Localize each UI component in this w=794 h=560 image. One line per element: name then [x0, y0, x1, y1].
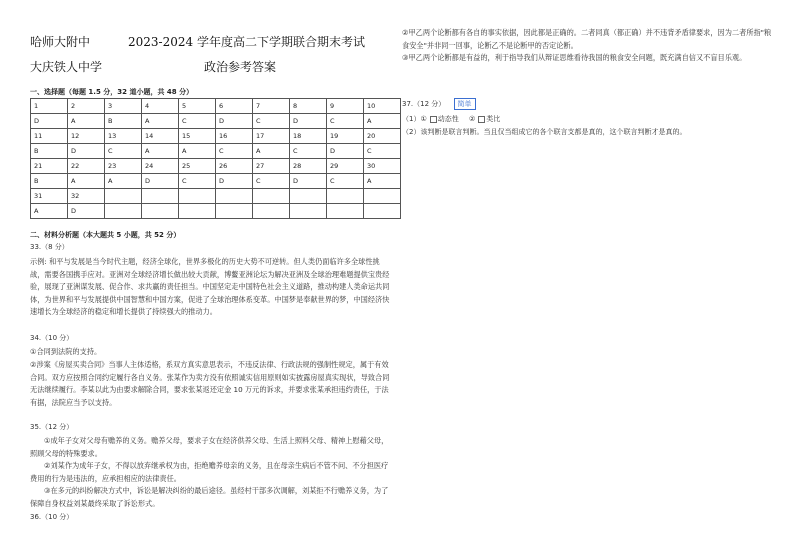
- answer-table-cell: D: [290, 174, 327, 189]
- answer-table-cell: [290, 204, 327, 219]
- answer-table-cell: [216, 204, 253, 219]
- q34-label: 34.（10 分）: [30, 334, 74, 342]
- answer-table-cell: D: [31, 114, 68, 129]
- answer-table-cell: 10: [364, 99, 401, 114]
- q37-l1-mid: ②: [468, 115, 476, 123]
- q37-label: 37.（12 分）: [402, 100, 446, 108]
- answer-table-cell: A: [364, 174, 401, 189]
- answer-table-cell: [290, 189, 327, 204]
- q35-point-2: ②刘某作为成年子女，不得以放弃继承权为由，拒绝赡养母亲的义务，且在母亲生病后不管不问、不分担医疗费用的行为是违法的，应承担相应的法律责任。: [30, 461, 389, 483]
- answer-table-cell: [105, 204, 142, 219]
- answer-table-cell: A: [253, 144, 290, 159]
- answer-table-cell: 24: [142, 159, 179, 174]
- answer-table-cell: 20: [364, 129, 401, 144]
- answer-table-cell: 3: [105, 99, 142, 114]
- answer-table-cell: 6: [216, 99, 253, 114]
- answer-table-cell: A: [179, 144, 216, 159]
- answer-table-cell: 31: [31, 189, 68, 204]
- q37-header: [402, 98, 476, 110]
- answer-table-cell: C: [327, 174, 364, 189]
- answer-table-cell: 1: [31, 99, 68, 114]
- school-name-2: 大庆铁人中学: [30, 60, 103, 74]
- answer-table-row: [31, 99, 401, 114]
- answer-table-cell: 27: [253, 159, 290, 174]
- answer-table-cell: 2: [68, 99, 105, 114]
- answer-table-row: [31, 204, 401, 219]
- answer-table-cell: [142, 204, 179, 219]
- q37-line-1: [402, 114, 500, 125]
- q35-point-3: ③在多元的纠纷解决方式中，诉讼是解决纠纷的最后途径。虽经村干部多次调解，刘某拒不行赡养义务，为了保障自身权益刘某最终采取了诉讼形式。: [30, 486, 389, 508]
- answer-table-cell: D: [216, 174, 253, 189]
- answer-table-cell: D: [290, 114, 327, 129]
- answer-table-cell: [105, 189, 142, 204]
- answer-table-cell: [179, 189, 216, 204]
- answer-table-cell: B: [31, 144, 68, 159]
- q37-l1-answer-a: 动态性: [437, 115, 459, 123]
- answer-table-cell: 25: [179, 159, 216, 174]
- answer-table-cell: 4: [142, 99, 179, 114]
- answer-table-cell: C: [179, 174, 216, 189]
- answer-table-cell: 19: [327, 129, 364, 144]
- answer-table-cell: A: [142, 114, 179, 129]
- answer-table-cell: A: [31, 204, 68, 219]
- answer-table-cell: C: [179, 114, 216, 129]
- q37-line-2: （2）该判断是联言判断。当且仅当组成它的各个联言支都是真的，这个联言判断才是真的。: [402, 128, 687, 136]
- answer-table-cell: [142, 189, 179, 204]
- answer-table-cell: 12: [68, 129, 105, 144]
- page-subtitle: 政治参考答案: [204, 60, 277, 74]
- answer-table-row: [31, 189, 401, 204]
- answer-table-cell: B: [105, 114, 142, 129]
- answer-table-cell: 11: [31, 129, 68, 144]
- answer-table-cell: A: [68, 174, 105, 189]
- answer-table-cell: C: [364, 144, 401, 159]
- answer-table-cell: D: [142, 174, 179, 189]
- answer-table-cell: 15: [179, 129, 216, 144]
- q36-point-2: ②甲乙两个论断都有各自的事实依据，因此都是正确的。二者同真（都正确）并不违背矛盾律要求，因为二者所指"粮食安全"并非同一回事，论断乙不是论断甲的否定论断。: [402, 28, 772, 50]
- answer-table-cell: C: [290, 144, 327, 159]
- answer-table-cell: [253, 204, 290, 219]
- q33-label: 33.（8 分）: [30, 243, 69, 251]
- checkbox-icon: [478, 116, 485, 123]
- answer-table-row: [31, 114, 401, 129]
- answer-table-row: [31, 129, 401, 144]
- answer-table-cell: 13: [105, 129, 142, 144]
- q36-label: 36.（10 分）: [30, 513, 74, 521]
- answer-table-cell: 32: [68, 189, 105, 204]
- answer-table-cell: 9: [327, 99, 364, 114]
- answer-table-cell: 29: [327, 159, 364, 174]
- answer-table-cell: [364, 189, 401, 204]
- answer-table-cell: [216, 189, 253, 204]
- answer-table-cell: C: [216, 144, 253, 159]
- answer-table-cell: C: [253, 174, 290, 189]
- answer-table-cell: B: [31, 174, 68, 189]
- q33-answer: 示例: 和平与发展是当今时代主题，经济全球化，世界多极化的历史大势不可逆转。但人类仍面临许多全球性挑战，需要各国携手应对。亚洲对全球经济增长做出较大贡献，博鳌亚洲论坛为解决亚洲及全球治理难题提供宝贵经验，展现了亚洲谋发展、促合作、求共赢的责任担当。中国坚定走中国特色社会主义道路，推动构建人类命运共同体，为世界和平与发展提供中国智慧和中国方案，促进了全球治理体系变革。中国梦是奉献世界的梦，中国经济快速增长为全球经济的稳定和增长提供了持续强大的推动力。: [30, 257, 390, 316]
- school-name-1: 哈师大附中: [30, 35, 91, 49]
- answer-table-cell: 5: [179, 99, 216, 114]
- answer-table-cell: [253, 189, 290, 204]
- q34-point-2: ②涉案《房屋买卖合同》当事人主体适格，系双方真实意思表示，不违反法律、行政法规的强制性规定，属于有效合同。双方应按照合同约定履行各自义务。张某作为卖方没有依照诚实信用原则如实披露房屋真实现状，导致合同无法继续履行。李某以此为由要求解除合同，要求张某返还定金 10 万元的诉求，并要求张某承担违约责任，于法有据，法院应当予以支持。: [30, 360, 390, 407]
- answer-table-cell: 26: [216, 159, 253, 174]
- q37-l1-answer-b: 类比: [486, 115, 501, 123]
- section1-title: 一、选择题（每题 1.5 分，32 道小题，共 48 分）: [30, 88, 194, 96]
- answer-table-cell: 7: [253, 99, 290, 114]
- answer-table-cell: A: [142, 144, 179, 159]
- answer-table-cell: 17: [253, 129, 290, 144]
- answer-table-cell: A: [105, 174, 142, 189]
- answer-table-cell: [327, 204, 364, 219]
- answer-table-row: [31, 174, 401, 189]
- answer-table-cell: 16: [216, 129, 253, 144]
- answer-table-cell: D: [327, 144, 364, 159]
- answer-table-cell: [179, 204, 216, 219]
- exam-title: 2023-2024 学年度高二下学期联合期末考试: [128, 35, 365, 49]
- answer-table-cell: A: [68, 114, 105, 129]
- answer-table-cell: 22: [68, 159, 105, 174]
- answer-table-cell: 14: [142, 129, 179, 144]
- answer-table: [30, 98, 401, 219]
- q34-point-1: ①合同到法院的支持。: [30, 347, 102, 356]
- answer-table-cell: C: [105, 144, 142, 159]
- answer-table-cell: [327, 189, 364, 204]
- checkbox-icon: [430, 116, 437, 123]
- answer-table-cell: 23: [105, 159, 142, 174]
- answer-table-cell: D: [68, 204, 105, 219]
- answer-table-cell: 8: [290, 99, 327, 114]
- answer-table-cell: [364, 204, 401, 219]
- answer-table-cell: 28: [290, 159, 327, 174]
- answer-table-cell: C: [327, 114, 364, 129]
- answer-table-cell: D: [216, 114, 253, 129]
- answer-table-cell: D: [68, 144, 105, 159]
- answer-table-row: [31, 144, 401, 159]
- section2-title: 二、材料分析题（本大题共 5 小题，共 52 分）: [30, 231, 181, 239]
- answer-table-row: [31, 159, 401, 174]
- answer-table-cell: 30: [364, 159, 401, 174]
- q37-l1-prefix: （1）①: [402, 115, 427, 123]
- answer-table-cell: 18: [290, 129, 327, 144]
- answer-table-cell: 21: [31, 159, 68, 174]
- q35-point-1: ①成年子女对父母有赡养的义务。赡养父母，要求子女在经济供养父母、生活上照料父母、精神上慰藉父母，照顾父母的特殊要求。: [30, 436, 389, 458]
- difficulty-badge: 简单: [454, 98, 476, 110]
- answer-table-cell: A: [364, 114, 401, 129]
- answer-table-cell: C: [253, 114, 290, 129]
- q36-point-3: ③甲乙两个论断都是有益的，利于指导我们从辩证思维看待我国的粮食安全问题，既充满自信又不盲目乐观。: [402, 53, 747, 62]
- q35-label: 35.（12 分）: [30, 423, 74, 431]
